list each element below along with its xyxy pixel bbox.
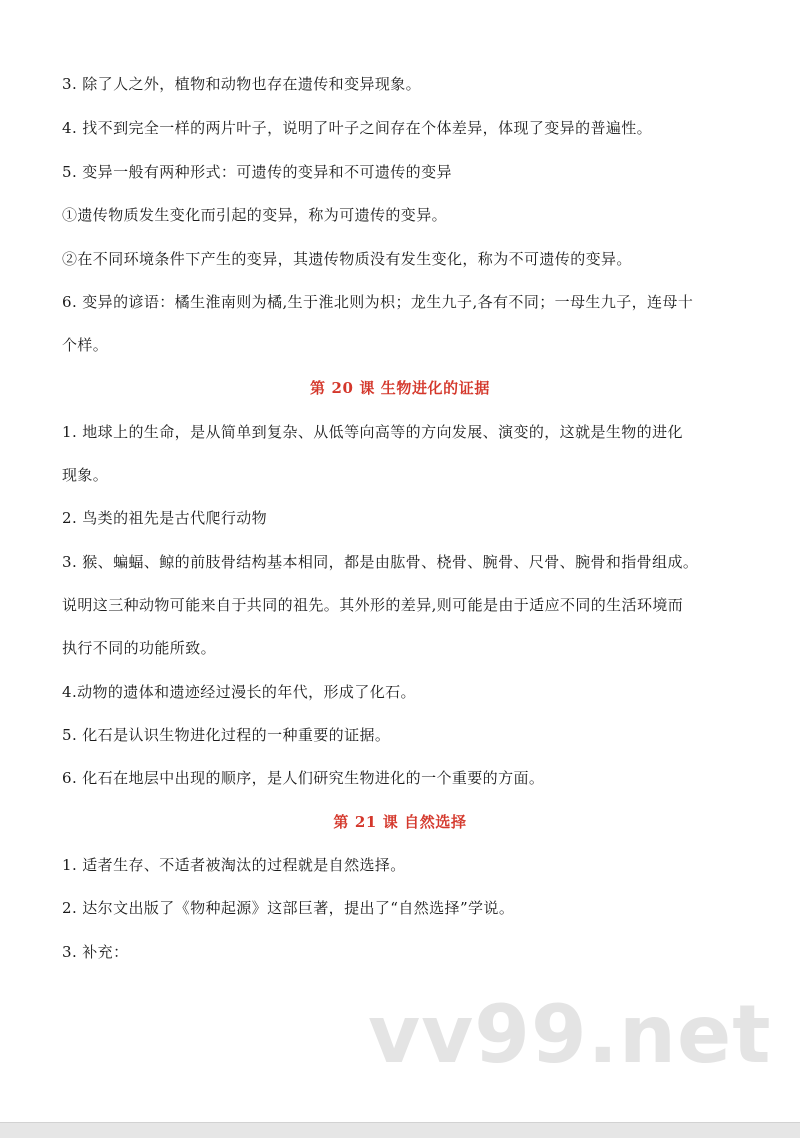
text-line: 3. 除了人之外，植物和动物也存在遗传和变异现象。 [62,75,422,93]
text-line: 现象。 [62,466,109,484]
page-bottom-bar [0,1122,800,1138]
text-line: ①遗传物质发生变化而引起的变异，称为可遗传的变异。 [62,206,448,224]
text-line: 个样。 [62,336,109,354]
text-line: 2. 达尔文出版了《物种起源》这部巨著，提出了“自然选择”学说。 [62,899,515,917]
text-line: 3. 猴、蝙蝠、鲸的前肢骨结构基本相同，都是由肱骨、桡骨、腕骨、尺骨、腕骨和指骨组成。 [62,553,699,571]
watermark-logo: vv99.net [368,988,772,1081]
text-line: ②在不同环境条件下产生的变异，其遗传物质没有发生变化，称为不可遗传的变异。 [62,250,632,268]
section-heading-lesson-21: 第 21 课 自然选择 [333,813,467,831]
text-line: 5. 化石是认识生物进化过程的一种重要的证据。 [62,726,391,744]
text-line: 执行不同的功能所致。 [62,639,217,657]
text-line: 1. 适者生存、不适者被淘汰的过程就是自然选择。 [62,856,406,874]
text-line: 6. 化石在地层中出现的顺序，是人们研究生物进化的一个重要的方面。 [62,769,545,787]
text-line: 4. 找不到完全一样的两片叶子，说明了叶子之间存在个体差异，体现了变异的普遍性。 [62,119,653,137]
text-line: 2. 鸟类的祖先是古代爬行动物 [62,509,268,527]
section-heading-lesson-20: 第 20 课 生物进化的证据 [310,379,490,397]
text-line: 5. 变异一般有两种形式：可遗传的变异和不可遗传的变异 [62,163,452,181]
text-line: 3. 补充： [62,943,129,961]
text-line: 6. 变异的谚语：橘生淮南则为橘,生于淮北则为枳；龙生九子,各有不同；一母生九子，连母十 [62,293,694,311]
text-line: 1. 地球上的生命，是从简单到复杂、从低等向高等的方向发展、演变的，这就是生物的进化 [62,423,683,441]
text-line: 说明这三种动物可能来自于共同的祖先。其外形的差异,则可能是由于适应不同的生活环境而 [62,596,684,614]
text-line: 4.动物的遗体和遗迹经过漫长的年代，形成了化石。 [62,683,416,701]
